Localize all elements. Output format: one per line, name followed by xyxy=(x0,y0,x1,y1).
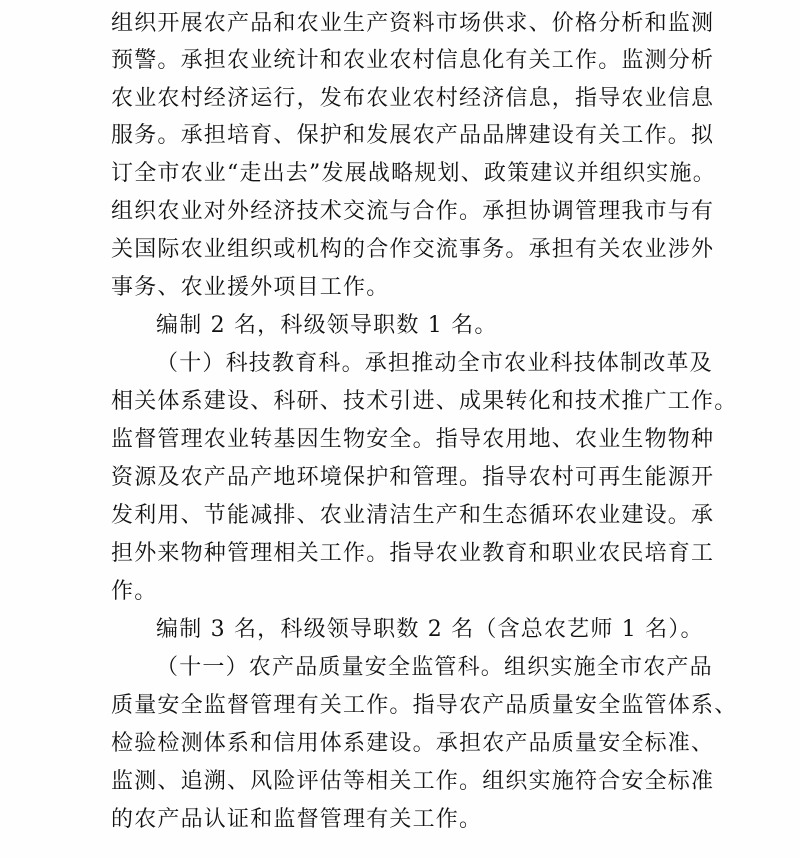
text-line: 农业农村经济运行，发布农业农村经济信息，指导农业信息 xyxy=(111,86,715,111)
text-line: 服务。承担培育、保护和发展农产品品牌建设有关工作。拟 xyxy=(111,123,715,148)
section-heading-10: （十）科技教育科。承担推动全市农业科技体制改革及 xyxy=(156,351,713,376)
text-line: 发利用、节能减排、农业清洁生产和生态循环农业建设。承 xyxy=(111,503,715,528)
staffing-note: 编制 3 名，科级领导职数 2 名（含总农艺师 1 名）。 xyxy=(156,617,704,642)
text-line: 预警。承担农业统计和农业农村信息化有关工作。监测分析 xyxy=(111,48,715,73)
text-line: 检验检测体系和信用体系建设。承担农产品质量安全标准、 xyxy=(111,731,715,756)
text-line: 质量安全监督管理有关工作。指导农产品质量安全监管体系、 xyxy=(111,693,738,718)
text-line: 组织开展农产品和农业生产资料市场供求、价格分析和监测 xyxy=(111,11,715,36)
text-line: 监测、追溯、风险评估等相关工作。组织实施符合安全标准 xyxy=(111,769,715,794)
text-line: 监督管理农业转基因生物安全。指导农用地、农业生物物种 xyxy=(111,427,715,452)
text-line: 组织农业对外经济技术交流与合作。承担协调管理我市与有 xyxy=(111,199,715,224)
section-heading-11: （十一）农产品质量安全监管科。组织实施全市农产品 xyxy=(156,655,713,680)
text-line: 订全市农业“走出去”发展战略规划、政策建议并组织实施。 xyxy=(111,161,716,186)
staffing-note: 编制 2 名，科级领导职数 1 名。 xyxy=(156,313,498,338)
text-line: 关国际农业组织或机构的合作交流事务。承担有关农业涉外 xyxy=(111,237,715,262)
text-line: 的农产品认证和监督管理有关工作。 xyxy=(111,807,483,832)
text-line: 相关体系建设、科研、技术引进、成果转化和技术推广工作。 xyxy=(111,389,738,414)
text-line: 作。 xyxy=(111,579,158,604)
text-line: 事务、农业援外项目工作。 xyxy=(111,275,390,300)
text-line: 担外来物种管理相关工作。指导农业教育和职业农民培育工 xyxy=(111,541,715,566)
text-line: 资源及农产品产地环境保护和管理。指导农村可再生能源开 xyxy=(111,465,715,490)
